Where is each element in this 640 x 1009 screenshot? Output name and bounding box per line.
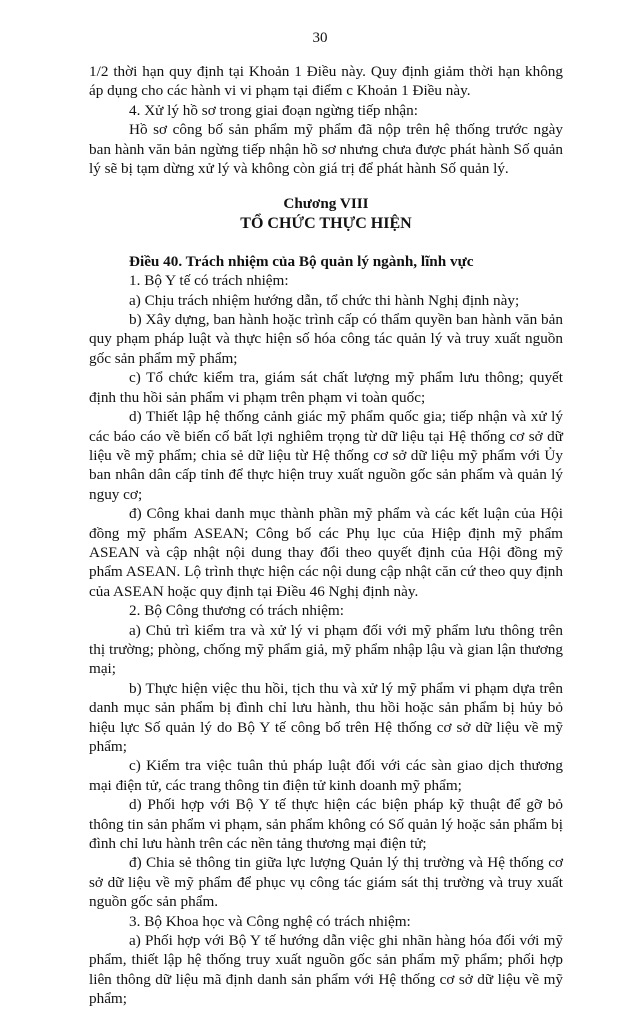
article-paragraph: 2. Bộ Công thương có trách nhiệm: (129, 602, 344, 620)
paragraph-clause-4: 4. Xử lý hồ sơ trong giai đoạn ngừng tiếp nhận: (129, 101, 418, 119)
article-paragraph: a) Chủ trì kiểm tra và xử lý vi phạm đối với mỹ phẩm lưu thông trên thị trường; phòng, chống mỹ phẩm giả, mỹ phẩm nhập lậu và gian lận thương mại; (89, 621, 563, 678)
article-paragraph: c) Tổ chức kiểm tra, giám sát chất lượng mỹ phẩm lưu thông; quyết định thu hồi sản phẩm vi phạm trên phạm vi toàn quốc; (89, 369, 563, 406)
article-paragraph: a) Chịu trách nhiệm hướng dẫn, tổ chức thi hành Nghị định này; (129, 291, 520, 309)
article-paragraph: đ) Chia sẻ thông tin giữa lực lượng Quản lý thị trường và Hệ thống cơ sở dữ liệu về mỹ phẩm để phục vụ công tác giám sát thị trường và truy xuất nguồn gốc sản phẩm. (89, 854, 563, 911)
article-paragraph: 1. Bộ Y tế có trách nhiệm: (129, 272, 289, 290)
page-body (89, 62, 563, 1009)
page-number: 30 (312, 30, 328, 46)
article-paragraph: d) Phối hợp với Bộ Y tế thực hiện các biện pháp kỹ thuật để gỡ bỏ thông tin sản phẩm vi phạm, sản phẩm không có Số quản lý hoặc sản phẩm bị đình chỉ lưu hành trên các nền tảng thương mại điện tử; (89, 796, 563, 853)
paragraph-clause-4-body: Hồ sơ công bố sản phẩm mỹ phẩm đã nộp trên hệ thống trước ngày ban hành văn bản ngừng tiếp nhận hồ sơ nhưng chưa được phát hành Số quản lý sẽ bị tạm dừng xử lý và không còn giá trị để phát hành Số quản lý. (89, 121, 563, 178)
chapter-heading (89, 194, 563, 233)
article-paragraph: a) Phối hợp với Bộ Y tế hướng dẫn việc ghi nhãn hàng hóa đối với mỹ phẩm, thiết lập hệ thống truy xuất nguồn gốc sản phẩm mỹ phẩm; phối hợp liên thông dữ liệu mã định danh sản phẩm với Hệ thống cơ sở dữ liệu về mỹ phẩm; (89, 932, 563, 1008)
article-paragraph: 3. Bộ Khoa học và Công nghệ có trách nhiệm: (129, 912, 411, 930)
chapter-title: TỔ CHỨC THỰC HIỆN (240, 214, 412, 232)
article-paragraph: d) Thiết lập hệ thống cảnh giác mỹ phẩm quốc gia; tiếp nhận và xử lý các báo cáo về biến cố bất lợi nghiêm trọng từ dữ liệu tại Hệ thống cơ sở dữ liệu về mỹ phẩm; chia sẻ dữ liệu từ Hệ thống cơ sở dữ liệu mỹ phẩm với Ủy ban nhân dân cấp tỉnh để thực hiện truy xuất nguồn gốc sản phẩm và quản lý nguy cơ; (89, 408, 563, 503)
article-paragraph: c) Kiểm tra việc tuân thủ pháp luật đối với các sàn giao dịch thương mại điện tử, các trang thông tin điện tử kinh doanh mỹ phẩm; (89, 757, 563, 794)
article-paragraph: đ) Công khai danh mục thành phần mỹ phẩm và các kết luận của Hội đồng mỹ phẩm ASEAN; Công bố các Phụ lục của Hiệp định mỹ phẩm ASEAN và cập nhật nội dung thay đổi theo quyết định của Hội đồng mỹ phẩm ASEAN. Lộ trình thực hiện các nội dung cập nhật căn cứ theo quy định của ASEAN hoặc quy định tại Điều 46 Nghị định này. (89, 505, 563, 600)
article-paragraph: b) Xây dựng, ban hành hoặc trình cấp có thẩm quyền ban hành văn bản quy phạm pháp luật và thực hiện số hóa công tác quản lý và truy xuất nguồn gốc sản phẩm mỹ phẩm; (89, 311, 563, 367)
chapter-number: Chương VIII (283, 195, 369, 213)
article-paragraph: b) Thực hiện việc thu hồi, tịch thu và xử lý mỹ phẩm vi phạm dựa trên danh mục sản phẩm bị đình chỉ lưu hành, thu hồi hoặc sản phẩm bị hủy bỏ hiệu lực Số quản lý do Bộ Y tế công bố trên Hệ thống cơ sở dữ liệu về mỹ phẩm; (89, 679, 563, 755)
article-title: Điều 40. Trách nhiệm của Bộ quản lý ngành, lĩnh vực (129, 252, 474, 270)
paragraph-continuation: 1/2 thời hạn quy định tại Khoản 1 Điều này. Quy định giảm thời hạn không áp dụng cho các hành vi vi phạm tại điểm c Khoản 1 Điều này. (89, 63, 563, 100)
